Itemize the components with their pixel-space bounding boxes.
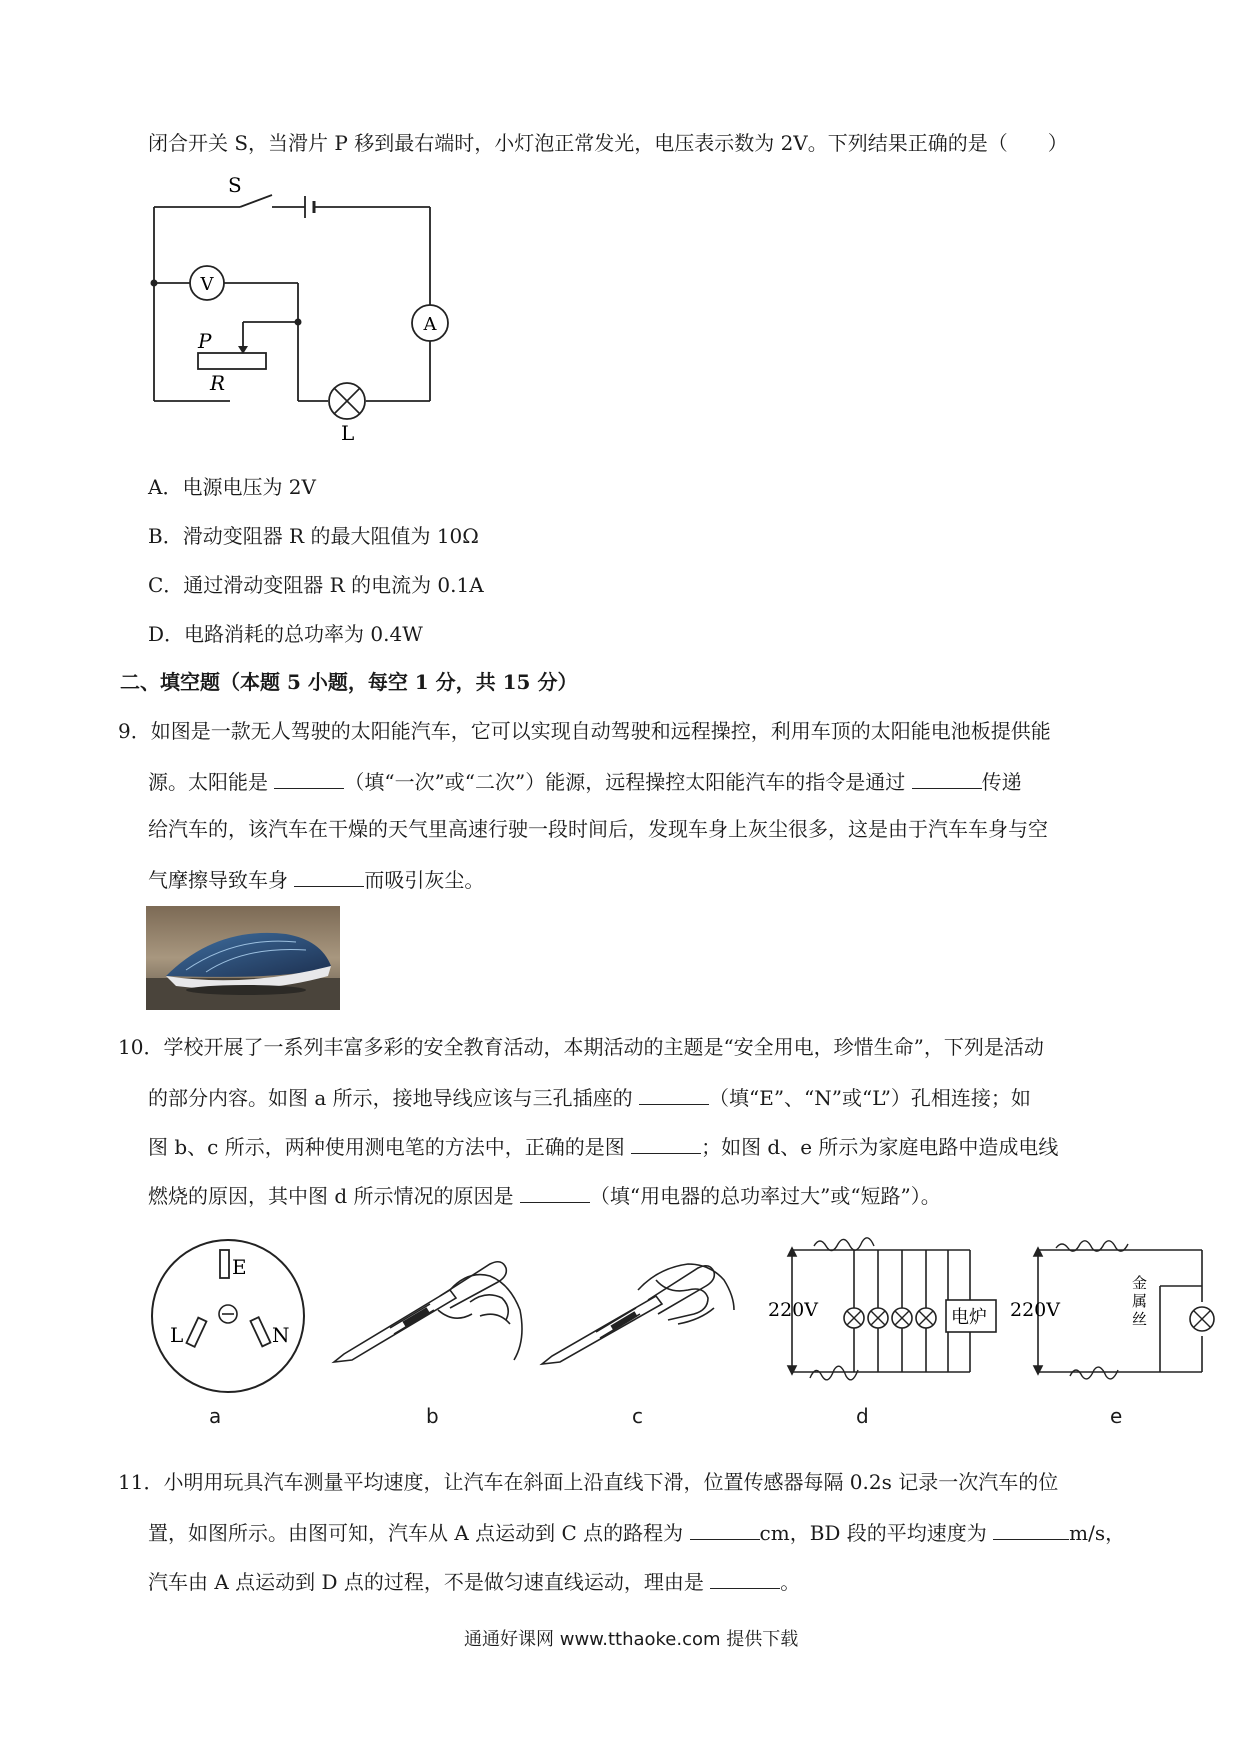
q8-option-b: B．滑动变阻器 R 的最大阻值为 10Ω [148,524,479,548]
q9-line-2: 源。太阳能是 （填“一次”或“二次”）能源，远程操控太阳能汽车的指令是通过 传递 [148,770,1022,794]
socket-figure-a [148,1236,308,1396]
q10-blank-3[interactable] [520,1182,590,1203]
q8-option-d: D．电路消耗的总功率为 0.4W [148,622,423,646]
test-pen-figure-b [330,1250,530,1370]
q9-line-4: 气摩擦导致车身 而吸引灰尘。 [148,868,485,892]
q8-option-a: A．电源电压为 2V [148,475,316,499]
svg-text:L: L [170,1323,184,1347]
svg-text:E: E [232,1255,247,1279]
q11-blank-1[interactable] [690,1519,760,1540]
fig-label-e: e [1110,1404,1123,1428]
q11-line-3: 汽车由 A 点运动到 D 点的过程，不是做匀速直线运动，理由是 。 [148,1570,801,1594]
switch-label: S [228,173,242,197]
fig-label-a: a [209,1404,222,1428]
svg-text:220V: 220V [768,1299,818,1321]
q9-line-1: 9．如图是一款无人驾驶的太阳能汽车，它可以实现自动驾驶和远程操控，利用车顶的太阳能电池板提供能 [118,719,1051,743]
lamp-label: L [341,421,355,445]
fig-label-d: d [856,1404,869,1428]
q9-blank-3[interactable] [294,866,364,887]
q11-line-1: 11．小明用玩具汽车测量平均速度，让汽车在斜面上沿直线下滑，位置传感器每隔 0.2s 记录一次汽车的位 [118,1470,1059,1494]
rheostat-label: R [210,371,226,395]
slider-label: P [198,329,212,353]
svg-text:属: 属 [1132,1292,1148,1310]
svg-text:金: 金 [1132,1274,1148,1292]
q10-line-4: 燃烧的原因，其中图 d 所示情况的原因是 （填“用电器的总功率过大”或“短路”）。 [148,1184,941,1208]
svg-text:220V: 220V [1010,1299,1060,1321]
q10-line-2: 的部分内容。如图 a 所示，接地导线应该与三孔插座的 （填“E”、“N”或“L”）孔相连接；如 [148,1086,1031,1110]
svg-text:电炉: 电炉 [951,1307,987,1328]
short-circuit-figure-e [1010,1236,1236,1386]
q10-line-1: 10．学校开展了一系列丰富多彩的安全教育活动，本期活动的主题是“安全用电，珍惜生命”，下列是活动 [118,1035,1044,1059]
voltmeter-label: V [200,274,214,295]
ammeter-label: A [423,314,437,335]
overload-circuit-figure-d [770,1236,1010,1386]
q10-line-3: 图 b、c 所示，两种使用测电笔的方法中，正确的是图 ；如图 d、e 所示为家庭电路中造成电线 [148,1135,1059,1159]
q11-line-2: 置，如图所示。由图可知，汽车从 A 点运动到 C 点的路程为 cm，BD 段的平均速度为 m/s， [148,1521,1126,1545]
svg-text:丝: 丝 [1132,1310,1148,1328]
q11-blank-2[interactable] [993,1519,1069,1540]
q10-blank-1[interactable] [639,1084,709,1105]
q8-stem-tail: 闭合开关 S，当滑片 P 移到最右端时，小灯泡正常发光，电压表示数为 2V。下列结果正确的是（ ） [148,131,1068,155]
fig-label-b: b [426,1404,439,1428]
fig-label-c: c [632,1404,643,1428]
test-pen-figure-c [538,1240,738,1370]
q9-line-3: 给汽车的，该汽车在干燥的天气里高速行驶一段时间后，发现车身上灰尘很多，这是由于汽车车身与空 [148,817,1048,841]
page-footer: 通通好课网 www.tthaoke.com 提供下载 [464,1629,799,1650]
q9-blank-2[interactable] [912,768,982,789]
svg-text:N: N [272,1323,290,1347]
solar-car-photo [146,906,340,1010]
q11-blank-3[interactable] [710,1568,780,1589]
q8-option-c: C．通过滑动变阻器 R 的电流为 0.1A [148,573,484,597]
section-2-title: 二、填空题（本题 5 小题，每空 1 分，共 15 分） [120,670,578,694]
q8-circuit-bottom-wire [140,170,470,450]
q10-blank-2[interactable] [631,1133,701,1154]
q9-blank-1[interactable] [274,768,344,789]
